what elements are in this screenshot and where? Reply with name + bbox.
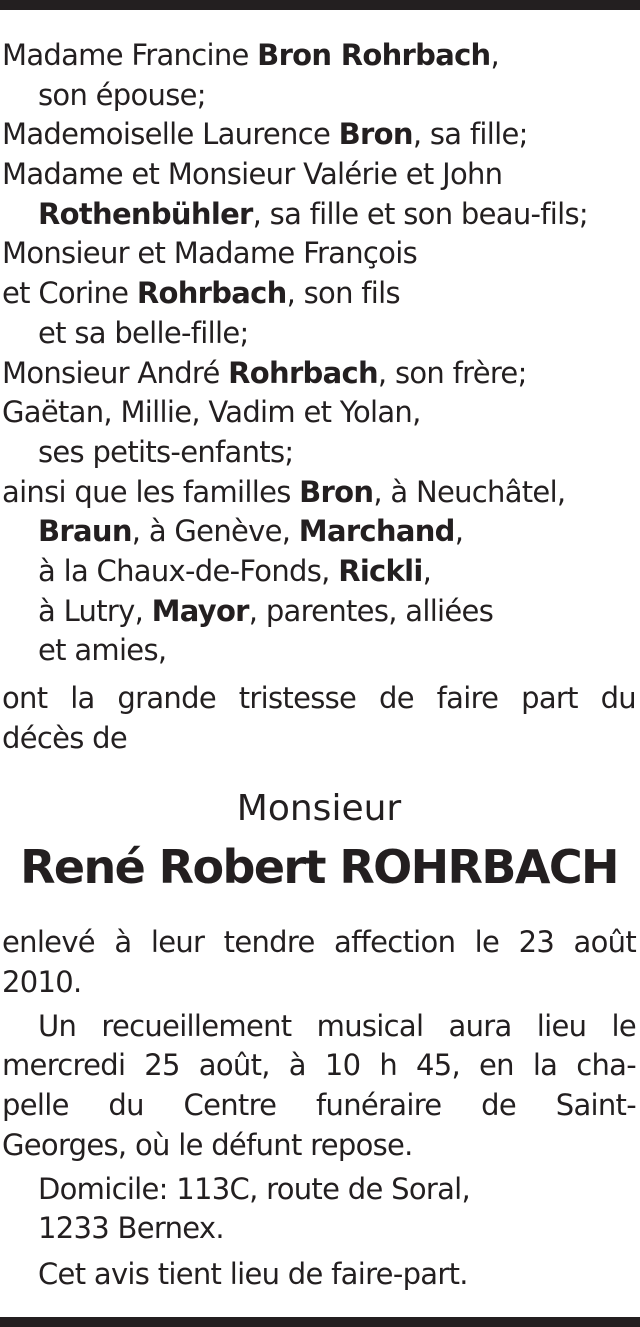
ceremony-line: pelle du Centre funéraire de Saint- xyxy=(2,1088,636,1123)
family-text: , à Neuchâtel, xyxy=(373,474,566,509)
family-text: Monsieur André xyxy=(2,355,229,390)
family-line xyxy=(2,314,636,354)
family-line xyxy=(2,274,636,314)
family-surname: Rothenbühler xyxy=(38,196,253,231)
family-text: Madame et Monsieur Valérie et John xyxy=(2,157,503,192)
family-text: Gaëtan, Millie, Vadim et Yolan, xyxy=(2,395,421,430)
announcement-line: décès de xyxy=(2,720,128,755)
family-line xyxy=(2,76,636,116)
family-line xyxy=(2,354,636,394)
family-line xyxy=(2,592,636,632)
death-notice xyxy=(2,36,636,1295)
family-line xyxy=(2,631,636,671)
family-line xyxy=(2,36,636,76)
death-statement xyxy=(2,923,636,1002)
family-list xyxy=(2,36,636,671)
top-border-rule xyxy=(0,0,640,10)
family-line xyxy=(2,473,636,513)
family-text: , xyxy=(490,38,500,72)
family-text: , xyxy=(422,553,432,588)
family-line xyxy=(2,195,636,235)
family-line xyxy=(2,234,636,274)
family-text: à Lutry, xyxy=(38,593,152,628)
family-text: ses petits-enfants; xyxy=(38,434,294,469)
ceremony-info xyxy=(2,1007,636,1166)
family-line xyxy=(2,512,636,552)
family-text: ainsi que les familles xyxy=(2,474,300,509)
family-text: à la Chaux-de-Fonds, xyxy=(38,553,339,588)
family-surname: Mayor xyxy=(151,593,249,628)
family-text: et amies, xyxy=(38,633,167,668)
ceremony-line: Un recueillement musical aura lieu le xyxy=(38,1008,636,1043)
family-text: , son frère; xyxy=(377,355,527,390)
family-text: , parentes, alliées xyxy=(248,593,494,628)
death-statement-line: 2010. xyxy=(2,965,82,1000)
family-surname: Bron Rohrbach xyxy=(257,38,491,72)
family-text: et sa belle-fille; xyxy=(38,315,249,350)
family-text: Monsieur et Madame François xyxy=(2,236,417,271)
address-line: Domicile: 113C, route de Soral, xyxy=(38,1171,471,1206)
honorific: Monsieur xyxy=(236,788,402,830)
family-line xyxy=(2,115,636,155)
family-surname: Rohrbach xyxy=(228,355,378,390)
family-surname: Rickli xyxy=(338,553,423,588)
family-text: , xyxy=(454,514,464,549)
family-surname: Rohrbach xyxy=(136,276,287,311)
deceased-name: René Robert ROHRBACH xyxy=(20,840,618,895)
address-info xyxy=(2,1170,636,1249)
family-line xyxy=(2,155,636,195)
closing-line: Cet avis tient lieu de faire-part. xyxy=(38,1256,468,1291)
death-statement-line: enlevé à leur tendre affection le 23 août xyxy=(2,925,636,960)
closing-note xyxy=(2,1255,636,1295)
family-text: , sa fille et son beau-fils; xyxy=(252,196,588,231)
family-line xyxy=(2,552,636,592)
ceremony-line: Georges, où le défunt repose. xyxy=(2,1127,413,1162)
family-text: son épouse; xyxy=(38,77,206,112)
family-text: et Corine xyxy=(2,276,137,311)
family-text: , à Genève, xyxy=(131,514,299,549)
address-line: 1233 Bernex. xyxy=(38,1211,224,1246)
family-line xyxy=(2,433,636,473)
bottom-border-rule xyxy=(0,1317,640,1327)
family-surname: Bron xyxy=(338,117,413,152)
announcement xyxy=(2,679,636,758)
family-surname: Braun xyxy=(38,514,132,549)
family-text: , sa fille; xyxy=(412,117,528,152)
family-text: , son fils xyxy=(286,276,400,311)
family-surname: Marchand xyxy=(298,514,455,549)
announcement-line: ont la grande tristesse de faire part du xyxy=(2,681,636,715)
family-text: Mademoiselle Laurence xyxy=(2,117,339,152)
family-surname: Bron xyxy=(299,474,374,509)
family-line xyxy=(2,393,636,433)
ceremony-line: mercredi 25 août, à 10 h 45, en la cha- xyxy=(2,1048,636,1083)
family-text: Madame Francine xyxy=(2,38,258,72)
